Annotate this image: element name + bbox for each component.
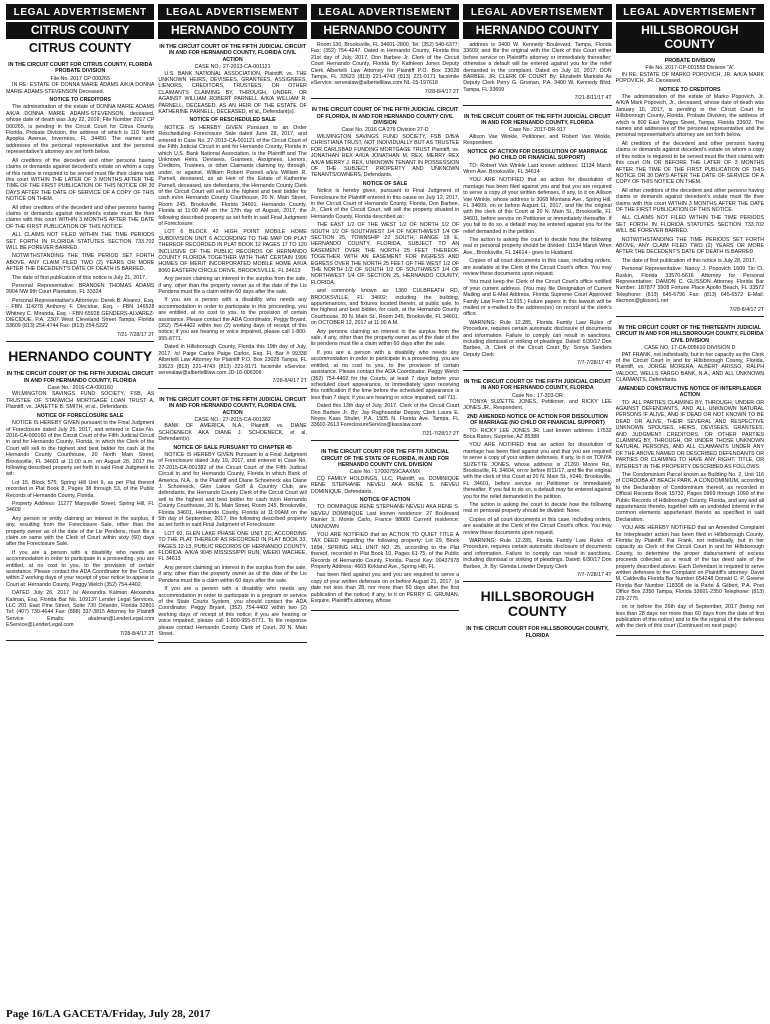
notice-title: NOTICE OF SALE <box>362 180 408 187</box>
notice-court-heading: IN THE CIRCUIT COURT OF THE FIFTH JUDICIAL CIRCUIT IN AND FOR HERNANDO COUNTY, FLORIDA CIVIL ACTION <box>159 396 306 416</box>
notice-title: AMENDED CONSTRUCTIVE NOTICE OF INTERPLEADER ACTION <box>618 385 762 399</box>
notice-divider <box>463 105 611 106</box>
notice-divider <box>463 581 611 582</box>
notice-paragraph: The date of first publication of this notice is July 28, 2017. <box>621 257 757 264</box>
notice-paragraph: TO: DOMINIQUE RENE STEPHANE NEVEU AKA RENE S. NEVEU DOMINIQUE Last known residence: 27 Boulevard Rainier 3, Monte Carlo, France 98000 Current residence: UNKNOWN <box>310 504 460 530</box>
notice-title: NOTICE OF FORECLOSURE SALE <box>36 412 124 419</box>
legal-advertisement-banner: LEGAL ADVERTISEMENT <box>463 4 611 20</box>
notice-title: NOTICE OF SALE PURSUANT TO CHAPTER 45 <box>173 444 292 451</box>
column-2 <box>158 4 306 1000</box>
column-3 <box>311 4 459 1000</box>
notice-divider <box>311 98 459 99</box>
notice-paragraph: The action is asking the court to decide how the following real or personal property should be divided: None. <box>463 502 612 515</box>
notice-paragraph: Copies of all court documents in this case, including orders, are available at the Clerk of the Circuit Court's office. You may review these documents upon request. <box>463 516 612 536</box>
notice-paragraph: YOU ARE NOTIFIED that an action for dissolution of marriage has been filed against you and that you are required to serve a copy of your written defenses, if any, to it on Allison Vae Winkle, whose address is 3068 Montana Ave., Spring Hill, FL 34609, on or before August 11, 2017, and file the original with the clerk of this Court at 20 N. Main St., Brooksville, FL 34601, before service on Petitioner or immediately thereafter. If you fail to do so, a default may be entered against you for the relief demanded in the petition. <box>463 177 612 235</box>
notice-divider <box>6 341 154 342</box>
legal-notice <box>311 447 459 606</box>
notice-paragraph: NOTICE IS HEREBY GIVEN Pursuant to a Final Judgment of Foreclosure dated July 19, 2017, and entered in Case No. 27-2015-CA-001382 of the Circuit Court of the Fifth Judicial Circuit in and for Hernando County, Florida in which Bank of America, N.A., is the Plaintiff and Diane Schoeneck aka Diane J. Schoeneck, Glen Lakes Golf & Country Club, are defendants, the Hernando County Clerk of the Circuit Court will sell to the highest and best bidder for cash in/on Hernando County Courthouse, 20 N. Main Street, Room 245, Brooksville, Florida 34601, Hernando County, Florida at 11:00AM on the 5th day of September, 2017, the following described property as set forth in said Final Judgment of Foreclosure: <box>158 451 307 529</box>
notice-paragraph: All other creditors of the decedent and other persons having claims or demands against decedent's estate must file their claims with this court WITHIN 3 MONTHS AFTER THE DATE OF THE FIRST PUBLICATION OF THIS NOTICE. <box>615 187 765 213</box>
legal-notice <box>311 42 459 95</box>
notice-paragraph: YOU ARE HEREBY NOTIFIED that an Amended Complaint for Interpleader action has been filed in Hillsborough County, Florida by Plaintiff, Pat Frank, not individually, but in her capacity as Clerk of the Circuit Court in and for Hillsborough County, to determine the proper disbursement of excess proceeds collected as a result of the tax deed sale of the property described above. Each Defendant is required to serve written defenses to the Complaint on Plaintiff's attorney: David M. Caldevilla Florida Bar Number 654248 Donald C. P. Greene Florida Bar Number 118308 de la Parte & Gilbert, P.A. Post Office Box 2350 Tampa, Florida 33601-2350 Telephone: (813) 229-2775 <box>615 525 765 602</box>
notice-court-heading: IN THE CIRCUIT COURT OF THE FIFTH JUDICIAL CIRCUIT IN AND FOR HERNANDO COUNTY, FLORIDA <box>464 113 611 127</box>
legal-advertisement-banner: LEGAL ADVERTISEMENT <box>158 4 306 20</box>
notice-divider <box>311 610 459 611</box>
notice-paragraph: The action is asking the court to decide how the following real or personal property should be divided: 11134 Marsh Wren Ave., Brooksville, FL 34614 - goes to Husband. <box>463 236 612 256</box>
notice-paragraph: Personal Representative: Nancy J. Popovich 1609 Tin Ct. Ruskin, Florida 33570-5616 Attorney for Personal Representative: DAMON C. GLISSON Attorney Florida Bar Number: 187877 5908 Fortune Place Apollo Beach, FL 33572 Telephone: (813) 645-6796 Fax: (813) 645-6572 E-Mail: dacmon@glisson1.net <box>615 266 765 305</box>
notice-case-number: Case No.: 2017-DR-917 <box>509 127 566 134</box>
page-footer: Page 16/LA GACETA/Friday, July 28, 2017 <box>6 1008 211 1020</box>
notice-parties: Allison Vae Winkle, Petitioner, and Robert Van Winkle, Respondent. <box>463 133 612 147</box>
legal-advertisement-banner: LEGAL ADVERTISEMENT <box>6 4 154 20</box>
notice-paragraph: If you are a person with a disability who needs an accommodation in order to participate in a proceeding, you are entitled, at no cost to you, to the provision of certain assistance. Please contact the ADA Coordinator for the Courts within 2 working days of your receipt of your notice to appear in Court at: Hernando County, Peggy Welch (352) 754-4402. <box>6 549 155 588</box>
notice-paragraph: NOTICE IS HEREBY GIVEN Pursuant to an Order Rescheduling Foreclosure Sale dated June 28, 2017, and entered in Case No. 27-2013-CA-001121 of the Circuit Court of the Fifth Judicial Circuit in and for Hernando County, Florida in which U.S. Bank National Association, is the Plaintiff and The Unknown Heirs, Devisees, Grantees, Assignees, Lienors, Creditors, Trustees, or other Claimants claiming by, through, under, or against, William Robert Parnell a/k/a William R. Parnell, deceased, as an Heir of the Estate of Katherine Parnell, deceased, are defendants, the Hernando County Clerk of the Circuit Court will sell to the highest and best bidder for cash in/on Hernando County Courthouse, 20 N. Main Street, Room 245, Brooksville, Florida 34601, Hernando County, Florida at 11:00 AM on the 17th day of August, 2017, the following described property as set forth in said Final Judgment of Foreclosure: <box>158 124 307 227</box>
notice-paragraph: TO: RICKY LEE JONES JR. Last known address: 17532 Boca Raton, Surprise, AZ 85388 <box>463 427 612 440</box>
county-banner: HERNANDO COUNTY <box>463 22 611 39</box>
notice-paragraph: Any person claiming an interest in the surplus from the sale, if any, other than the property owner as of the date of the Lis Pendens must file a claim within 60 days after the sale. <box>158 276 307 296</box>
notice-court-heading: IN THE CIRCUIT COURT FOR CITRUS COUNTY, FLORIDA PROBATE DIVISION <box>8 62 153 75</box>
notice-paragraph: Dated in Hillsborough County, Florida this 19th day of July, 2017. /s/ Paige Carlos Paige Carlos, Esq. FL Bar # 99338 Albertelli Law Attorney for Plaintiff P.O. Box 23028 Tampa, FL 33623 (813) 221-4743 (813) 221-9171 facsimile eService: servealaw@albertellilaw.com JD-16-006306 <box>158 344 307 376</box>
notice-case-number: Case No.: 17-303-DR <box>511 392 563 399</box>
notice-run-dates: 7/28-8/4/17 2T <box>424 88 460 95</box>
notice-parties: IN RE: ESTATE OF DONNA MARIE ADAMS A/K/A DONNA MARIE ADAMS-STEVENSON Deceased. <box>6 82 155 95</box>
county-banner: HILLSBOROUGH COUNTY <box>616 22 764 53</box>
notice-parties: Room 130, Brooksville, FL 34601-2800, Tel: (352) 540-6377; Fax: (352) 754-4247. Dated in Hernando County, Florida this 21st day of July, 2017. Don Barbee Jr. Clerk of the Circuit Court Hernando County, Florida By: Kathleen Jones Deputy Clerk Albertelli Law Attorney for Plaintiff P.O. Box 23028 Tampa, FL 33623 (813) 221-4743 (813) 221-9171 facsimile eService: servealaw@albertellilaw.com NL-15-197618 <box>310 42 460 87</box>
notice-title: NOTICE OF ACTION FOR DISSOLUTION OF MARRIAGE (NO CHILD OR FINANCIAL SUPPORT) <box>467 148 608 162</box>
notice-paragraph: and commonly known as: 1360 CULBREATH RD, BROOKSVILLE, FL 34602; including the building, appurtenances, and fixtures located therein, at public sale, to the highest and best bidder, for cash, at the Hernando County Courthouse, 20 N. Main St., Room 245, Brooksville, FL 34601, on OCTOBER 12, 2017 at 11:00 A.M. <box>310 288 460 327</box>
legal-notice <box>463 42 611 102</box>
notice-paragraph: Copies of all court documents in this case, including orders, are available at the Clerk of the Circuit Court's office. You may review these documents upon request. <box>463 258 612 277</box>
legal-notice <box>463 624 611 640</box>
notice-paragraph: All creditors of the decedent and other persons having claims or demands against decedent's estate on whom a copy of this notice is required to be served must file their claims with this court ON OR BEFORE THE LATER OF 3 MONTHS AFTER THE TIME OF THE FIRST PUBLICATION OF THIS NOTICE OR 30 DAYS AFTER THE DATE OF SERVICE OF A COPY OF THIS NOTICE ON THEM. <box>615 140 765 186</box>
column-5 <box>616 4 764 1000</box>
notice-court-heading: IN THE CIRCUIT COURT OF THE FIFTH JUDICIAL CIRCUIT OF FLORIDA, IN AND FOR HERNANDO COUNTY CIVIL DIVISION <box>311 107 459 127</box>
section-title: CITRUS COUNTY <box>28 41 132 55</box>
notice-court-heading: PROBATE DIVISION <box>664 58 715 64</box>
column-4 <box>463 4 611 1000</box>
notice-paragraph: Any person claiming an interest in the surplus from the sale, if any, other than the property owner as of the date of the Lis Pendens must file a claim within 60 days after the sale. <box>158 564 307 584</box>
legal-notice <box>463 112 611 367</box>
notice-title: NOTICE OF ACTION <box>359 497 411 503</box>
notice-parties: CQ FAMILY HOLDINGS, LLC, Plaintiff, vs. DOMINIQUE RENE STEPHANE NEVEU AKA RENE S. NEVEU DOMINIQUE, Defendants. <box>310 475 460 495</box>
legal-advertisement-banner: LEGAL ADVERTISEMENT <box>311 4 459 20</box>
notice-paragraph: THE EAST 1/2 OF THE WEST 1/2 OF NORTH 1/2 OF SOUTH 1/2 OF SOUTHWEST 1/4 OF NORTHWEST 1/4 OF SECTION 25, TOWNSHIP 22 SOUTH, RANGE 18 E, HERNANDO COUNTY, FLORIDA, SUBJECT TO AN EASEMENT OVER THE NORTH 25 FEET THEREOF. TOGETHER WITH AN EASEMENT FOR INGRESS AND EGRESS OVER THE NORTH 25 FEET OF THE WEST 1/2 OF THE NORTH 1/2 OF SOUTH 1/2 OF SOUTHWEST 1/4 OF NORTHWEST 1/4 OF SECTION 25, HERNANDO COUNTY, FLORIDA. <box>310 222 460 286</box>
notice-paragraph: NOTWITHSTANDING THE TIME PERIOD SET FORTH ABOVE, ANY CLAIM FILED TWO (2) YEARS OR MORE AFTER THE DECEDENT'S DATE OF DEATH IS BARRED. <box>6 253 155 273</box>
notice-parties: U.S. BANK NATIONAL ASSOCIATION, Plaintiff, vs. THE UNKNOWN HEIRS, DEVISEES, GRANTEES, ASSIGNEES, LIENORS, CREDITORS, TRUSTEES, OR OTHER CLAIMANTS CLAIMING BY, THROUGH, UNDER, OR AGAINST WILLIAM ROBERT PARNELL A/K/A WILLIAM R. PARNELL, DECEASED, AS AN HEIR OF THE ESTATE OF KATHERINE PARNELL, DECEASED, et al., Defendant(s). <box>158 70 307 116</box>
section-title: HILLSBOROUGH COUNTY <box>480 588 595 620</box>
notice-case-number: CASE NO.: 27-2013-CA-001121 <box>194 64 271 71</box>
notice-court-heading: IN THE CIRCUIT COURT FOR THE FIFTH JUDICIAL CIRCUIT OF THE STATE OF FLORIDA, IN AND FOR HERNANDO COUNTY CIVIL DIVISION <box>321 449 449 468</box>
county-banner: CITRUS COUNTY <box>6 22 154 39</box>
notice-divider <box>6 640 154 641</box>
notice-case-number: File No. 2017-CP-001559 Division "A" <box>645 65 735 72</box>
notice-case-number: CASE NO.: 27-2015-CA-001382 <box>194 416 271 423</box>
notice-paragraph: TO: ALL PARTIES CLAIMING BY, THROUGH, UNDER OR AGAINST DEFENDANTS, AND ALL UNKNOWN NATURAL PERSONS IF ALIVE, AND IF DEAD OR NOT KNOWN TO BE DEAD OR ALIVE, THEIR SEVERAL AND RESPECTIVE UNKNOWN SPOUSES, HEIRS, DEVISEES, GRANTEES, AND JUDGMENT CREDITORS, OR OTHER PARTIES CLAIMING BY, THROUGH, OR UNDER THOSE UNKNOWN NATURAL PERSONS, AND ALL CLAIMANTS UNDER ANY OF THE ABOVE NAMED OR DESCRIBED DEFENDANTS OR PARTIES OR CLAIMING TO HAVE ANY RIGHT, TITLE, OR INTEREST IN THE PROPERTY DESCRIBED AS FOLLOWS: <box>615 399 765 470</box>
notice-paragraph: The Condominium Parcel known as Building No. 2, Unit 116 of CORDOBA AT BEACH PARK, A CONDOMINIUM, according to the Declaration of Condominium thereof, as recorded in Official Records Book 15732, Pages 0969 through 1099 of the Public Records of Hillsborough County, Florida, and any and all appurtenants thereto, together with an undivided interest in the common elements appurtenant thereto as specified in said Declaration. <box>615 471 765 523</box>
notice-divider <box>616 316 764 317</box>
notice-paragraph: All other creditors of the decedent and other persons having claims or demands against decedent's estate must file their claims with this court WITHIN 3 MONTHS AFTER THE DATE OF THE FIRST PUBLICATION OF THIS NOTICE. <box>6 204 155 230</box>
notice-court-heading: IN THE CIRCUIT COURT OF THE THIRTEENTH JUDICIAL CIRCUIT IN AND FOR HILLSBOROUGH COUNTY, FLORIDA CIVIL DIVISION <box>615 325 764 344</box>
notice-paragraph: If you are a person with a disability who needs any accommodation in order to participate in a program or service of the State Courts System, you should contact the ADA Coordinator, Peggy Bryant, (352) 754-4402 within two (2) working days of receipt of this notice; if you are hearing or voice impaired, please call 1-800-955-8771. To file response please contact Hernando County Clerk of Court, 20 N. Main Street. <box>158 586 307 637</box>
legal-notice <box>158 42 306 385</box>
legal-notice <box>311 105 459 437</box>
notice-paragraph: ALL CLAIMS NOT FILED WITHIN THE TIME PERIODS SET FORTH IN FLORIDA STATUTES SECTION 733.702 WILL BE FOREVER BARRED. <box>615 215 765 235</box>
notice-parties: BANK OF AMERICA, N.A., Plaintiff, vs. DIANE SCHOENECK AKA DIANE J. SCHOENECK, et al, Defendant(s). <box>158 423 307 443</box>
notice-paragraph: on or before the 26th day of September, 2017 (being not less than 28 days nor more than 60 days from the date of first publication of this notice) and to file the original of the defenses with the clerk of this court (Continued on next page) <box>615 604 765 630</box>
notice-paragraph: Personal Representative's Attorneys: Derek B. Alvarez, Esq. - FBN 114278 Anthony F. Diecidue, Esq. - FBN 146528 Whitney C. Miranda, Esq. - FBN 65928 GENDERS-ALVAREZ-DIECIDUE, P.A. 2307 West Cleveland Street Tampa, Florida 33609 (813) 254-4744 Fax: (813) 254-5222 <box>6 297 155 330</box>
notice-paragraph: LOT 6 BLOCK 42 HIGH POINT MOBILE HOME SUBDIVISION UNIT 6 ACCORDING TO THE MAP OR PLAT THEREOF RECORDED IN PLAT BOOK 12 PAGES 17 TO 120 INCLUSIVE OF THE PUBLIC RECORDS OF HERNANDO COUNTY FLORIDA TOGETHER WITH THAT CERTAIN 1996 HOMES OF MERIT INCORPORATED MOBILE HOME A/K/A 8060 EASTERN CIRCLE DRIVE, BROOKSVILLE, FL 34613 <box>158 229 307 274</box>
notice-parties: TONYA SUZETTE JONES, Petitioner, and RICKY LEE JONES JR., Respondent. <box>463 398 612 412</box>
notice-paragraph: TO: Robert Van Winkle Last known address: 11134 Marsh Wren Ave. Brooksville, FL 34614 <box>463 162 612 175</box>
notice-case-number: File No. 2017 CP 000265 <box>50 75 110 82</box>
notice-divider <box>463 370 611 371</box>
notice-run-dates: 7/28-8/4/17 2T <box>119 630 155 637</box>
notice-divider <box>158 388 306 389</box>
notice-run-dates: 7/7-7/28/17 4T <box>577 360 612 367</box>
notice-divider <box>311 440 459 441</box>
notice-paragraph: YOU ARE NOTIFIED that an action for dissolution of marriage has been filed against you and that you are required to serve a copy of your written defenses, if any, to it on TONYA SUZETTE JONES, whose address is 21260 Moore Rd., Brooksville, FL 34604, on or before 8/11/17, and file the original with the clerk of this Court at 20 N. Main St., #246, Brooksville, FL 34601, before service on Petitioner or immediately thereafter. If you fail to do so, a default may be entered against you for the relief demanded in the petition. <box>463 442 612 500</box>
notice-paragraph: Dated this 13th day of July, 2017. Clerk of the Circuit Court Don Barbee Jr. By: Jay Raghnandar Deputy Clerk Laura E. Noyes Kass Shuler, P.A. 1505 N. Florida Ave. Tampa, FL 33602-2613 ForeclosureService@kasslaw.com <box>310 403 460 429</box>
notice-paragraph: You must keep the Clerk of the Circuit Court's office notified of your current address. (You may file Designation of Current Mailing and E-Mail Address, Florida Supreme Court Approved Family Law Form 12.915.) Future papers in this lawsuit will be mailed or e-mailed to the address(es) on record at the clerk's office. <box>463 279 612 318</box>
legal-notice <box>6 60 154 338</box>
notice-run-dates: 7/28-8/4/17 2T <box>729 306 765 313</box>
notice-court-heading: IN THE CIRCUIT COURT OF THE FIFTH JUDICIAL CIRCUIT IN AND FOR HERNANDO COUNTY, FLORIDA <box>6 371 154 384</box>
notice-paragraph: NOTWITHSTANDING THE TIME PERIODS SET FORTH ABOVE, ANY CLAIM FILED TWO (2) YEARS OR MORE AFTER THE DECEDENT'S DATE OF DEATH IS BARRED. <box>615 236 765 256</box>
county-banner: HERNANDO COUNTY <box>311 22 459 39</box>
notice-paragraph: Any person or entity claiming an interest in the surplus, if any, resulting from the Foreclosure Sale, other than the property owner as of the date of the Lis Pendens, must file a claim on same with the Clerk of Court within sixty (60) days after the Foreclosure Sale. <box>6 515 155 548</box>
notice-run-dates: 7/21-7/28/17 2T <box>117 331 155 338</box>
notice-paragraph: Any persons claiming an interest in the surplus from the sale, if any, other than the property owner as of the date of the lis pendens must file a claim within 60 days after the sale. <box>310 328 460 348</box>
notice-paragraph: The administration of the estate of Marko Popovich, Jr. A/K/A Mark Popovich, Jr., deceased, whose date of death was January 16, 2017, is pending in the Circuit Court for Hillsborough County, Florida, Probate Division, the address of which is 800 East Twiggs Street, Tampa, Florida 33602. The names and addresses of the personal representative and the personal representative's attorney are set forth below. <box>615 94 765 139</box>
notice-court-heading: IN THE CIRCUIT COURT OF THE FIFTH JUDICIAL CIRCUIT IN AND FOR HERNANDO COUNTY, FLORIDA CIVIL ACTION <box>159 44 306 63</box>
notice-paragraph: The administration of the estate of DONNA MARIE ADAMS A/K/A DONNA MARIE ADAMS-STEVENSON, deceased, whose date of death was July 22, 2016; File Number 2017 CP 000265, is pending in the Circuit Court for Citrus County, Florida, Probate Division, the address of which is 110 North Apopka Avenue, Inverness, FL 34450. The names and addresses of the personal representative and the personal representative's attorney are set forth below. <box>6 104 155 156</box>
notice-case-number: Case No.: 17000759CAAXMX <box>349 469 421 476</box>
notice-parties: WILMINGTON SAVINGS FUND SOCIETY, FSB, AS TRUSTEE OF STANWICH MORTGAGE LOAN TRUST A, Plaintiff, vs. JANETTE B. SMITH, et al., Defendants. <box>6 391 155 411</box>
notice-court-heading: IN THE CIRCUIT COURT FOR HILLSBOROUGH COUNTY, FLORIDA <box>466 626 609 639</box>
notice-paragraph: Notice is hereby given, pursuant to Final Judgment of Foreclosure for Plaintiff entered in this cause on July 12, 2017, in the Circuit Court of Hernando County, Florida, Don Barbee, Jr., Clerk of the Circuit Court, will sell the property situated in Hernando County, Florida described as: <box>310 188 460 220</box>
notice-divider <box>616 635 764 636</box>
notice-title: 2ND AMENDED NOTICE OF ACTION FOR DISSOLUTION OF MARRIAGE (NO CHILD OR FINANCIAL SUPPORT) <box>466 413 608 427</box>
notice-run-dates: 7/21-7/28/17 2T <box>421 430 460 437</box>
notice-run-dates: 7/28-8/4/17 2T <box>272 378 307 385</box>
notice-title: NOTICE OF RESCHEDULED SALE <box>189 117 276 124</box>
notice-paragraph: YOU ARE NOTIFIED that an ACTION TO QUIET TITLE A TAX DEED regarding the following property: Lot 29, Block 1894, SPRING HILL UNIT NO. 25, according to the Plat thereof, recorded in Plat Book 10, Pages 61-75, of the Public Records of Hernando County, Florida. Parcel Key: 00437978 Property Address: 4603 Kirkland Ave., Spring Hill, FL <box>310 532 460 571</box>
notice-run-dates: 7/21-8/11/17 4T <box>574 95 612 102</box>
legal-notice <box>463 377 611 579</box>
notice-paragraph: has been filed against you and you are required to serve a copy of your written defenses on or before August 21, 2017, (a date not less than 28, nor more than 60 days after the first publication of the notice) if any, to it on PERRY G. GRUMAN, Esquire, Plaintiff's attorney, whose <box>310 572 460 605</box>
notice-case-number: Case No. 2016 CA 279 Division 27-D <box>341 127 429 134</box>
notice-parties: IN RE: ESTATE OF MARKO POPOVICH, JR. A/K/A MARK POPOVICH, JR. Deceased. <box>615 71 765 85</box>
notice-paragraph: LOT 60, GLEN LAKE PHASE ONE UNIT 2C, ACCORDING TO THE PLAT THEREOF AS RECORDED IN PLAT BOOK 33, PAGES 12-13, PUBLIC RECORDS OF HERNANDO COUNTY, FLORIDA. A/K/A 9045 MISSISSIPPI RUN, WEEKI WACHEE, FL 34613 <box>158 530 307 563</box>
notice-paragraph: NOTICE IS HEREBY GIVEN pursuant to the Final Judgment of Foreclosure dated July 25, 2017, and entered in Case No. 2016-CA-000160 of the Circuit Court of the Fifth Judicial Circuit in and for Hernando County, Florida, in which the Clerk of the Court will sell to the highest and best bidder for cash at the Hernando County Courthouse, 20 North Main Street, Brooksville, FL 34601 at 11:00 a.m. on August 28, 2017 the following described property set forth in said Final Judgment to wit: <box>6 420 155 478</box>
notice-parties: address is 3400 W. Kennedy Boulevard, Tampa, Florida 33609; and file the original with the Clerk of this Court either before service on Plaintiff's attorney or immediately thereafter; otherwise a default will be entered against you for the relief demanded in the complaint. Dated on July 10, 2017. DON BARBEE, JR. CLERK OF COURT By: Elizabeth Markidis As Deputy Clerk Perry G. Gruman, P.A. 3400 W. Kennedy Blvd. Tampa, FL 33609 <box>463 42 612 93</box>
section-title: HERNANDO COUNTY <box>8 348 153 365</box>
notice-paragraph: Personal Representative: BRANDEN THOMAS ADAMS 9904 NW 9th Court Plantation, FL 33324 <box>6 283 155 296</box>
county-banner: HERNANDO COUNTY <box>158 22 306 39</box>
legal-notice <box>616 56 764 313</box>
notice-parties: PAT FRANK, not individually, but in her capacity as the Clerk of the Circuit Court in and for Hillsborough County, Florida, Plaintiff, vs. JORGE MORERA, ALBERT ARISSO, RALPH VALDOC, WELLS FARGO BANK, N.A., AND ALL UNKNOWN CLAIMANTS, Defendants. <box>615 351 765 384</box>
notice-paragraph: The date of first publication of this notice is July 21, 2017. <box>12 274 147 281</box>
notice-paragraph: Property Address: 11277 Marysville Street, Spring Hill, FL 34609 <box>6 500 155 514</box>
notice-paragraph: All creditors of the decedent and other persons having claims or demands against decedent's estate on whom a copy of this notice is required to be served must file their claims with this court WITHIN THE LATER OF 3 MONTHS AFTER THE TIME OF THE FIRST PUBLICATION OF THIS NOTICE OR 30 DAYS AFTER THE DATE OF SERVICE OF A COPY OF THIS NOTICE ON THEM. <box>6 157 155 203</box>
notice-title: NOTICE TO CREDITORS <box>49 97 111 104</box>
notice-divider <box>158 642 306 643</box>
legal-notice <box>6 369 154 637</box>
legal-ad-columns <box>6 4 764 1000</box>
legal-notice <box>158 395 306 640</box>
notice-parties: WILMINGTON SAVINGS FUND SOCIETY, FSB D/B/A CHRISTIANA TRUST, NOT INDIVIDUALLY BUT AS TRUSTEE FOR CARLSBAD FUNDING MORTGAGE TRUST Plaintiff, vs. JONATHAN REX A/K/A JONATHAN M. REX, MERRY REX A/K/A MERRY J. REX, UNKNOWN TENANT IN POSSESSION OF THE SUBJECT PROPERTY AND UNKNOWN TENANTS/OWNERS, Defendants. <box>310 133 460 179</box>
notice-paragraph: Lot 15, Block 575, Spring Hill Unit 9, as per Plat thereof recorded in Plat Book 8, Pages 38 through 53, of the Public Records of Hernando County, Florida. <box>6 479 155 499</box>
notice-paragraph: WARNING: Rule 12.285, Florida Family Law Rules of Procedure, requires certain automatic disclosure of documents and information. Failure to comply can result in sanctions, including dismissal or striking of pleadings. Dated: 6/30/17 Don Barbee, Jr. By: Glenda Lowder Deputy Clerk <box>463 538 612 570</box>
notice-paragraph: If you are a person with a disability who needs any accommodation in order to participate in a proceeding, you are entitled, at no cost to you, to the provision of certain assistance. Please contact the ADA Coordinator, Peggy Welch (352) 754-4402 for the Courts, at least 7 days before your scheduled court appearance, or immediately upon receiving this notification if the time before the scheduled appearance is less than 7 days; if you are hearing or voice impaired, call 711. <box>310 349 460 401</box>
notice-paragraph: WARNING: Rule 12.285, Florida Family Law Rules of Procedure, requires certain automatic disclosure of documents and information. Failure to comply can result in sanctions, including dismissal or striking of pleadings. Dated: 6/30/17 Don Barbee, Jr. Clerk of the Circuit Court By: Sonya Sanders Deputy Clerk <box>463 319 612 358</box>
column-1 <box>6 4 154 1000</box>
notice-run-dates: 7/7-7/28/17 4T <box>577 572 612 579</box>
notice-court-heading: IN THE CIRCUIT COURT OF THE FIFTH JUDICIAL CIRCUIT IN AND FOR HERNANDO COUNTY, FLORIDA <box>464 378 611 392</box>
notice-paragraph: If you are a person with a disability who needs any accommodation in order to participate in this proceeding, you are entitled, at no cost to you, to the provision of certain assistance. Please contact the ADA Coordinator, Peggy Bryant, (352) 754-4402 within two (2) working days of receipt of this notice; if you are hearing or voice impaired, please call 1-800-955-8771. <box>158 297 307 342</box>
notice-paragraph: ALL CLAIMS NOT FILED WITHIN THE TIME PERIODS SET FORTH IN FLORIDA STATUTES SECTION 733.702 WILL BE FOREVER BARRED. <box>6 232 155 251</box>
notice-case-number: Case No.: 2016-CA-000160 <box>47 385 113 392</box>
legal-advertisement-banner: LEGAL ADVERTISEMENT <box>616 4 764 20</box>
notice-case-number: CASE NO. 17-CA-005610 DIVISION D <box>644 345 736 352</box>
notice-paragraph: DATED July 26, 2017 /s/ Alexandra Kalman Alexandra Kalman, Esq. Florida Bar No. 109137 Lender Legal Services, LLC 201 East Pine Street, Suite 730 Orlando, Florida 32801 Tel: (407) 730-4644 Fax: (888) 337-3815 Attorney for Plaintiff Service Emails: akalman@LenderLegal.com EService@LenderLegal.com <box>6 590 155 629</box>
legal-notice <box>616 323 764 632</box>
notice-title: NOTICE TO CREDITORS <box>659 86 721 93</box>
